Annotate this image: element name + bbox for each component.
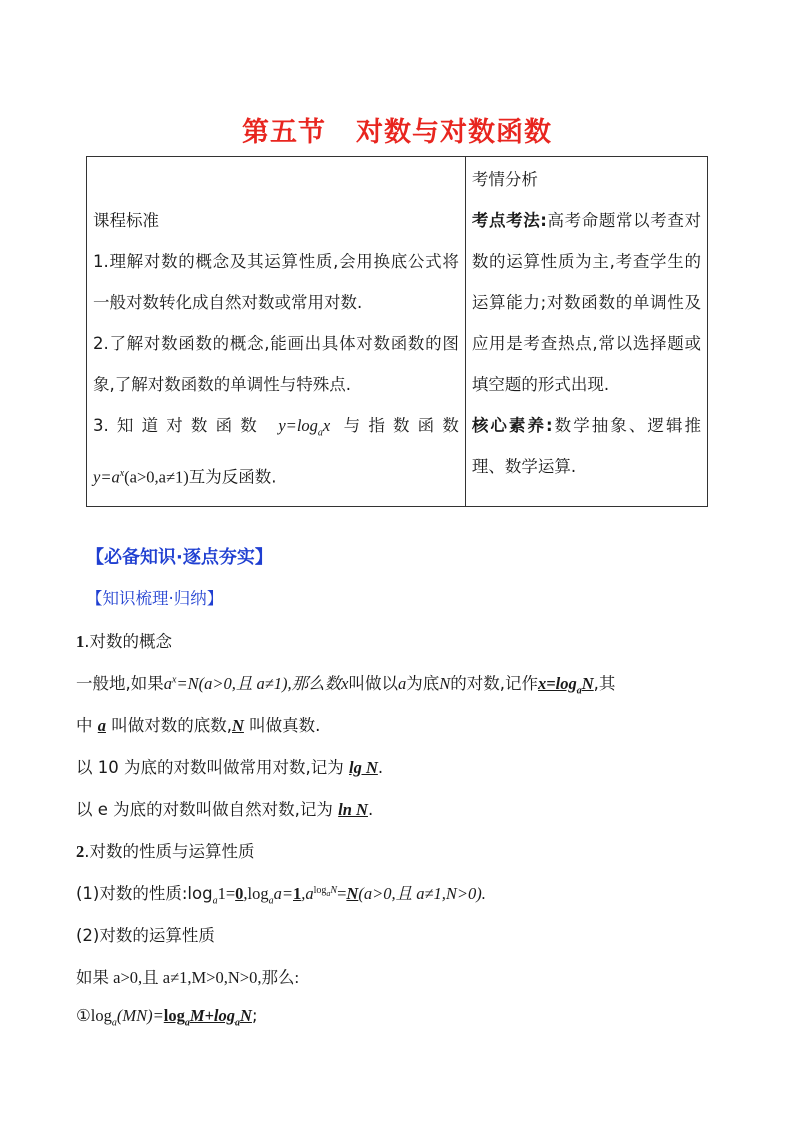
s2-line1: (1)对数的性质$:\log_a1=0,\log_aa=1,a^{log_aN}=N(a>0$,且 a≠1,N>0). [76, 884, 486, 907]
course-standard-heading: 课程标准 [93, 211, 159, 230]
answer-one: 1 [293, 884, 302, 903]
title-part2: 对数与对数函数 [356, 117, 552, 148]
answer-zero: 0 [235, 884, 244, 903]
page-title [0, 110, 794, 149]
course-info-table [86, 156, 708, 507]
s1-line4: 以 e 为底的对数叫做自然对数,记为 ln N. [76, 800, 374, 819]
answer-N: N [346, 884, 359, 903]
s1-title: 1.对数的概念 [76, 632, 172, 651]
exam-analysis-heading: 考情分析 [471, 170, 538, 189]
exam-points: 考点考法:高考命题常以考查对数的运算性质为主,考查学生的运算能力;对数函数的单调性及应用是考查热点,常以选择题或填空题的形式出现. [471, 211, 702, 394]
core-literacy: 核心素养:数学抽象、逻辑推理、数学运算. [471, 416, 701, 476]
sub-heading: 【知识梳理·归纳】 [86, 589, 224, 608]
answer-base: a [97, 716, 106, 735]
s2-line2: (2)对数的运算性质 [76, 926, 215, 945]
answer-product-rule: $\log_aM+\log_aN$ [163, 1006, 252, 1029]
answer-argument: N [232, 716, 244, 735]
course-standard-cell [87, 157, 466, 507]
s1-line2: 中 a 叫做对数的底数,N 叫做真数. [76, 716, 321, 735]
s1-line3: 以 10 为底的对数叫做常用对数,记为 lg N. [76, 758, 384, 777]
title-part1: 第五节 [242, 117, 326, 148]
s2-title: 2.对数的性质与运算性质 [76, 842, 255, 861]
standard-item-3-cont: $y=a^x(a>0,a\ne 1)$互为反函数. [93, 467, 277, 487]
s2-line3: 如果 a>0,且 a≠1,M>0,N>0,那么: [76, 968, 300, 987]
standard-item-1: 1.理解对数的概念及其运算性质,会用换底公式将一般对数转化成自然对数或常用对数. [93, 252, 459, 312]
standard-item-2: 2.了解对数函数的概念,能画出具体对数函数的图象,了解对数函数的单调性与特殊点. [93, 334, 459, 394]
exam-analysis-cell [465, 157, 707, 507]
section-heading: 【必备知识·逐点夯实】 [86, 547, 273, 568]
answer-log-def: $x=\log_aN$ [538, 674, 594, 697]
answer-ln: ln N [338, 800, 368, 819]
standard-item-3: 3.知道对数函数 $y=\log_ax$ 与指数函数 [93, 416, 459, 439]
s2-line4: $①\log_a(MN)=\log_aM+\log_aN$; [76, 1006, 258, 1029]
s1-line1: 一般地,如果$a^x=N(a>0$,且 a≠1),那么数x叫做以a为底N的对数,记作$x=\log_aN$,其 [76, 674, 616, 697]
answer-lg: lg N [348, 758, 378, 777]
